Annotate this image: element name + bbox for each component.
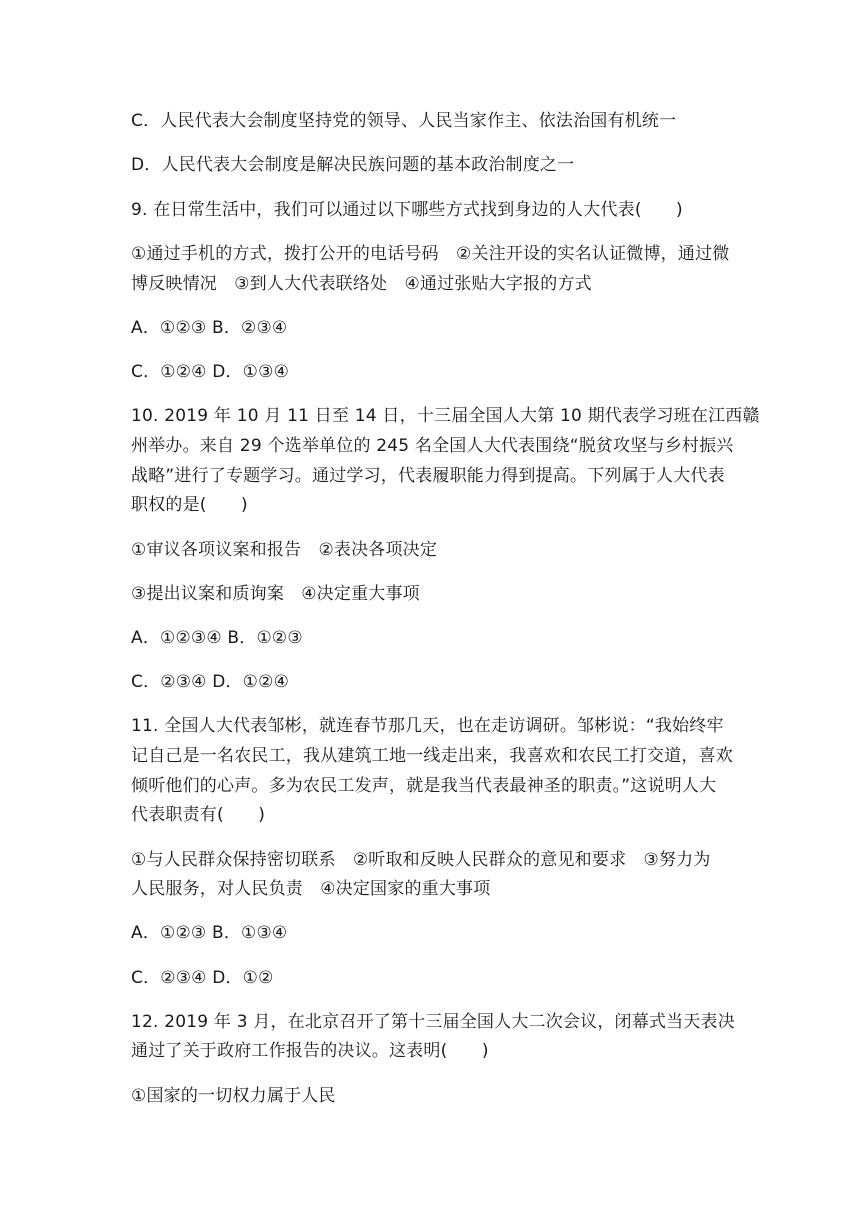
q9-statements-line2: 博反映情况 ③到人大代表联络处 ④通过张贴大字报的方式: [131, 274, 592, 294]
q9-stem: 9. 在日常生活中，我们可以通过以下哪些方式找到身边的人大代表( ): [131, 200, 683, 220]
q10-options-ab: A．①②③④ B．①②③: [131, 628, 303, 648]
q11-stem-line1: 11. 全国人大代表邹彬，就连春节那几天，也在走访调研。邹彬说：“我始终牢: [131, 716, 724, 736]
q8-option-d: D．人民代表大会制度是解决民族问题的基本政治制度之一: [131, 155, 575, 175]
q10-stem-line1: 10. 2019 年 10 月 11 日至 14 日，十三届全国人大第 10 期代表学习班在江西赣: [131, 406, 760, 426]
q9-options-cd: C．①②④ D．①③④: [131, 362, 290, 382]
q11-statements-line2: 人民服务，对人民负责 ④决定国家的重大事项: [131, 879, 491, 899]
q11-stem-line3: 倾听他们的心声。多为农民工发声，就是我当代表最神圣的职责。”这说明人大: [131, 776, 717, 796]
q11-stem-line2: 记自己是一名农民工，我从建筑工地一线走出来，我喜欢和农民工打交道，喜欢: [131, 746, 733, 766]
q10-stem-line4: 职权的是( ): [131, 495, 248, 515]
q10-stem-line2: 州举办。来自 29 个选举单位的 245 名全国人大代表围绕“脱贫攻坚与乡村振兴: [131, 436, 734, 456]
q9-options-ab: A．①②③ B．②③④: [131, 318, 288, 338]
q10-statements-line2: ③提出议案和质询案 ④决定重大事项: [131, 584, 420, 604]
q10-statements-line1: ①审议各项议案和报告 ②表决各项决定: [131, 540, 438, 560]
q12-stem-line1: 12. 2019 年 3 月，在北京召开了第十三届全国人大二次会议，闭幕式当天表决: [131, 1012, 735, 1032]
q11-stem-line4: 代表职责有( ): [131, 805, 266, 825]
q8-option-c: C．人民代表大会制度坚持党的领导、人民当家作主、依法治国有机统一: [131, 111, 677, 131]
q12-stem-line2: 通过了关于政府工作报告的决议。这表明( ): [131, 1041, 489, 1061]
q12-statement-1: ①国家的一切权力属于人民: [131, 1086, 336, 1106]
q11-options-ab: A．①②③ B．①③④: [131, 923, 288, 943]
q10-stem-line3: 战略”进行了专题学习。通过学习，代表履职能力得到提高。下列属于人大代表: [131, 466, 725, 486]
q11-statements-line1: ①与人民群众保持密切联系 ②听取和反映人民群众的意见和要求 ③努力为: [131, 850, 711, 870]
q11-options-cd: C．②③④ D．①②: [131, 968, 274, 988]
q9-statements-line1: ①通过手机的方式，拨打公开的电话号码 ②关注开设的实名认证微博，通过微: [131, 244, 730, 264]
q10-options-cd: C．②③④ D．①②④: [131, 672, 290, 692]
